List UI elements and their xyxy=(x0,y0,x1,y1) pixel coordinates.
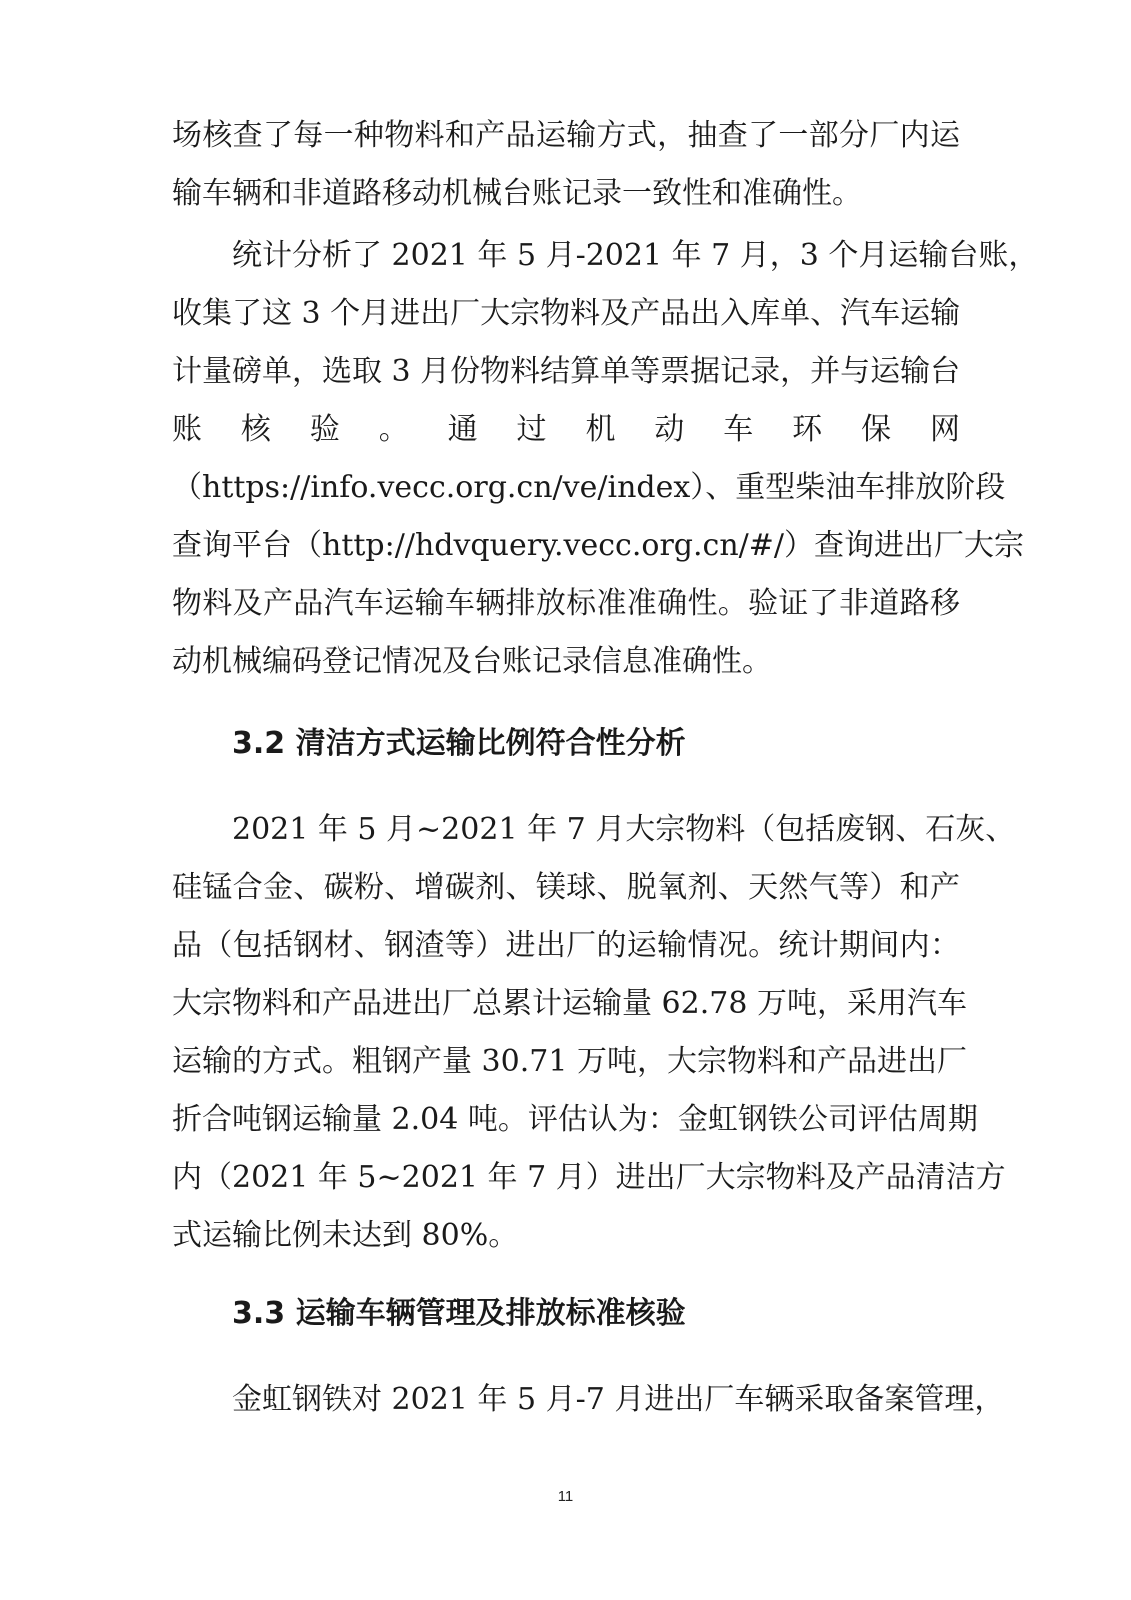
paragraph-line: 折合吨钢运输量 2.04 吨。评估认为：金虹钢铁公司评估周期 xyxy=(172,1102,978,1137)
paragraph-line: 式运输比例未达到 80%。 xyxy=(172,1218,519,1253)
paragraph-line: 物料及产品汽车运输车辆排放标准准确性。验证了非道路移 xyxy=(172,586,960,621)
paragraph-line: 账核验。通过机动车环保网 xyxy=(172,412,960,447)
paragraph-line: 内（2021 年 5~2021 年 7 月）进出厂大宗物料及产品清洁方 xyxy=(172,1160,1006,1195)
section-heading: 3.3 运输车辆管理及排放标准核验 xyxy=(232,1296,686,1331)
paragraph-line: 运输的方式。粗钢产量 30.71 万吨，大宗物料和产品进出厂 xyxy=(172,1044,967,1079)
paragraph-line: 金虹钢铁对 2021 年 5 月-7 月进出厂车辆采取备案管理， xyxy=(232,1382,1005,1417)
section-heading: 3.2 清洁方式运输比例符合性分析 xyxy=(232,726,686,761)
paragraph-line: （https://info.vecc.org.cn/ve/index）、重型柴油车排放阶段 xyxy=(172,470,1006,505)
paragraph-line: 大宗物料和产品进出厂总累计运输量 62.78 万吨，采用汽车 xyxy=(172,986,967,1021)
paragraph-line: 统计分析了 2021 年 5 月-2021 年 7 月，3 个月运输台账， xyxy=(232,238,1039,273)
paragraph-line: 输车辆和非道路移动机械台账记录一致性和准确性。 xyxy=(172,176,862,211)
paragraph-line: 2021 年 5 月~2021 年 7 月大宗物料（包括废钢、石灰、 xyxy=(232,812,1016,847)
page-number: 11 xyxy=(557,1488,574,1505)
paragraph-line: 收集了这 3 个月进出厂大宗物料及产品出入库单、汽车运输 xyxy=(172,296,961,331)
paragraph-line: 品（包括钢材、钢渣等）进出厂的运输情况。统计期间内： xyxy=(172,928,960,963)
paragraph-line: 计量磅单，选取 3 月份物料结算单等票据记录，并与运输台 xyxy=(172,354,961,389)
paragraph-line: 动机械编码登记情况及台账记录信息准确性。 xyxy=(172,644,772,679)
paragraph-line: 硅锰合金、碳粉、增碳剂、镁球、脱氧剂、天然气等）和产 xyxy=(172,870,960,905)
paragraph-line: 场核查了每一种物料和产品运输方式，抽查了一部分厂内运 xyxy=(172,118,960,153)
paragraph-line: 查询平台（http://hdvquery.vecc.org.cn/#/）查询进出厂大宗 xyxy=(172,528,1025,563)
